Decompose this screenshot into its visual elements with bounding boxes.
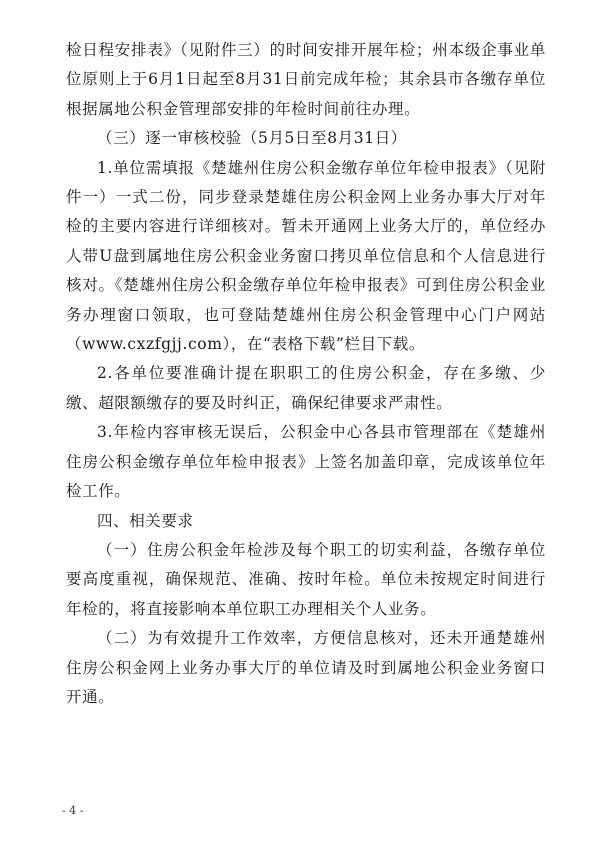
document-body <box>66 36 546 712</box>
paragraph-continuation: 检日程安排表》（见附件三）的时间安排开展年检；州本级企事业单位原则上于6月1日起至8月31日前完成年检；其余县市各缴存单位根据属地公积金管理部安排的年检时间前往办理。 <box>66 41 546 118</box>
paragraph-item-3: 3.年检内容审核无误后，公积金中心各县市管理部在《楚雄州住房公积金缴存单位年检申报表》上签名加盖印章，完成该单位年检工作。 <box>66 423 546 501</box>
subheading-audit-verification: （三）逐一审核校验（5月5日至8月31日） <box>97 129 407 148</box>
paragraph-requirement-2: （二）为有效提升工作效率，方便信息核对，还未开通楚雄州住房公积金网上业务办事大厅的单位请及时到属地公积金业务窗口开通。 <box>66 629 546 706</box>
paragraph-item-1: 1.单位需填报《楚雄州住房公积金缴存单位年检申报表》（见附件一）一式二份，同步登录楚雄住房公积金网上业务办事大厅对年检的主要内容进行详细核对。暂未开通网上业务大厅的，单位经办人带U盘到属地住房公积金业务窗口拷贝单位信息和个人信息进行核对。《楚雄州住房公积金缴存单位年检申报表》可到住房公积金业务办理窗口领取，也可登陆楚雄州住房公积金管理中心门户网站（www.cxzfgjj.com），在“表格下载”栏目下载。 <box>66 158 546 354</box>
paragraph-requirement-1: （一）住房公积金年检涉及每个职工的切实利益，各缴存单位要高度重视，确保规范、准确、按时年检。单位未按规定时间进行年检的，将直接影响本单位职工办理相关个人业务。 <box>66 540 546 618</box>
section-heading-requirements: 四、相关要求 <box>97 511 194 530</box>
page-number: - 4 - <box>62 804 84 817</box>
paragraph-item-2: 2.各单位要准确计提在职职工的住房公积金，存在多缴、少缴、超限额缴存的要及时纠正，确保纪律要求严肃性。 <box>66 364 546 412</box>
